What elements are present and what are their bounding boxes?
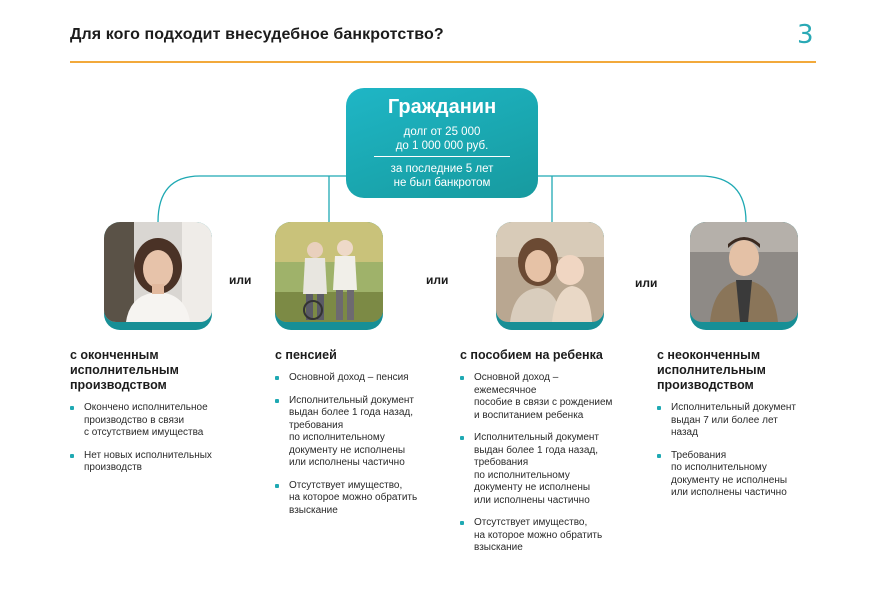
bullet-item: Исполнительный документ выдан 7 или более лет назад — [657, 402, 832, 440]
bullets-pension — [275, 372, 450, 527]
bullets-completed — [70, 402, 250, 485]
citizen-box — [346, 88, 538, 198]
young-man-photo — [690, 222, 798, 322]
category-heading-completed: с оконченным исполнительным производством — [70, 348, 179, 392]
bullet-item: Отсутствует имущество, на которое можно обратить взыскание — [460, 517, 645, 555]
bullet-item: Окончено исполнительное производство в связи с отсутствием имущества — [70, 402, 250, 440]
photo-frame-2 — [275, 222, 383, 330]
young-woman-photo — [104, 222, 212, 322]
bullet-item: Основной доход – пенсия — [275, 372, 450, 385]
or-label-2: или — [426, 273, 449, 287]
or-label-3: или — [635, 276, 658, 290]
photo-frame-3 — [496, 222, 604, 330]
bullet-item: Нет новых исполнительных производств — [70, 450, 250, 475]
citizen-title: Гражданин — [387, 96, 497, 118]
mother-with-child-photo — [496, 222, 604, 322]
bullet-item: Исполнительный документ выдан более 1 года назад, требования по исполнительному документу не исполнены или исполнены частично — [275, 395, 450, 470]
bullet-item: Исполнительный документ выдан более 1 года назад, требования по исполнительному документу не исполнены или исполнены частично — [460, 432, 645, 507]
bullets-child-benefit — [460, 372, 645, 565]
or-label-1: или — [229, 273, 252, 287]
page-title: Для кого подходит внесудебное банкротство? — [70, 26, 444, 43]
bullets-ongoing — [657, 402, 832, 510]
elderly-couple-photo — [275, 222, 383, 322]
category-heading-pension: с пенсией — [275, 348, 337, 362]
photo-frame-4 — [690, 222, 798, 330]
photo-frame-1 — [104, 222, 212, 330]
connector-right-arc — [538, 176, 746, 222]
category-heading-ongoing: с неоконченным исполнительным производством — [657, 348, 766, 392]
bullet-item: Отсутствует имущество, на которое можно обратить взыскание — [275, 480, 450, 518]
bullet-item: Основной доход – ежемесячное пособие в связи с рождением и воспитанием ребенка — [460, 372, 645, 422]
category-heading-child-benefit: с пособием на ребенка — [460, 348, 603, 362]
bullet-item: Требования по исполнительному документу не исполнены или исполнены частично — [657, 450, 832, 500]
citizen-divider — [374, 156, 510, 157]
citizen-bankruptcy-condition: за последние 5 лет не был банкротом — [390, 163, 494, 189]
citizen-debt-range: долг от 25 000 до 1 000 000 руб. — [395, 126, 489, 152]
page-number: 3 — [797, 20, 814, 50]
connector-left-arc — [158, 176, 346, 222]
